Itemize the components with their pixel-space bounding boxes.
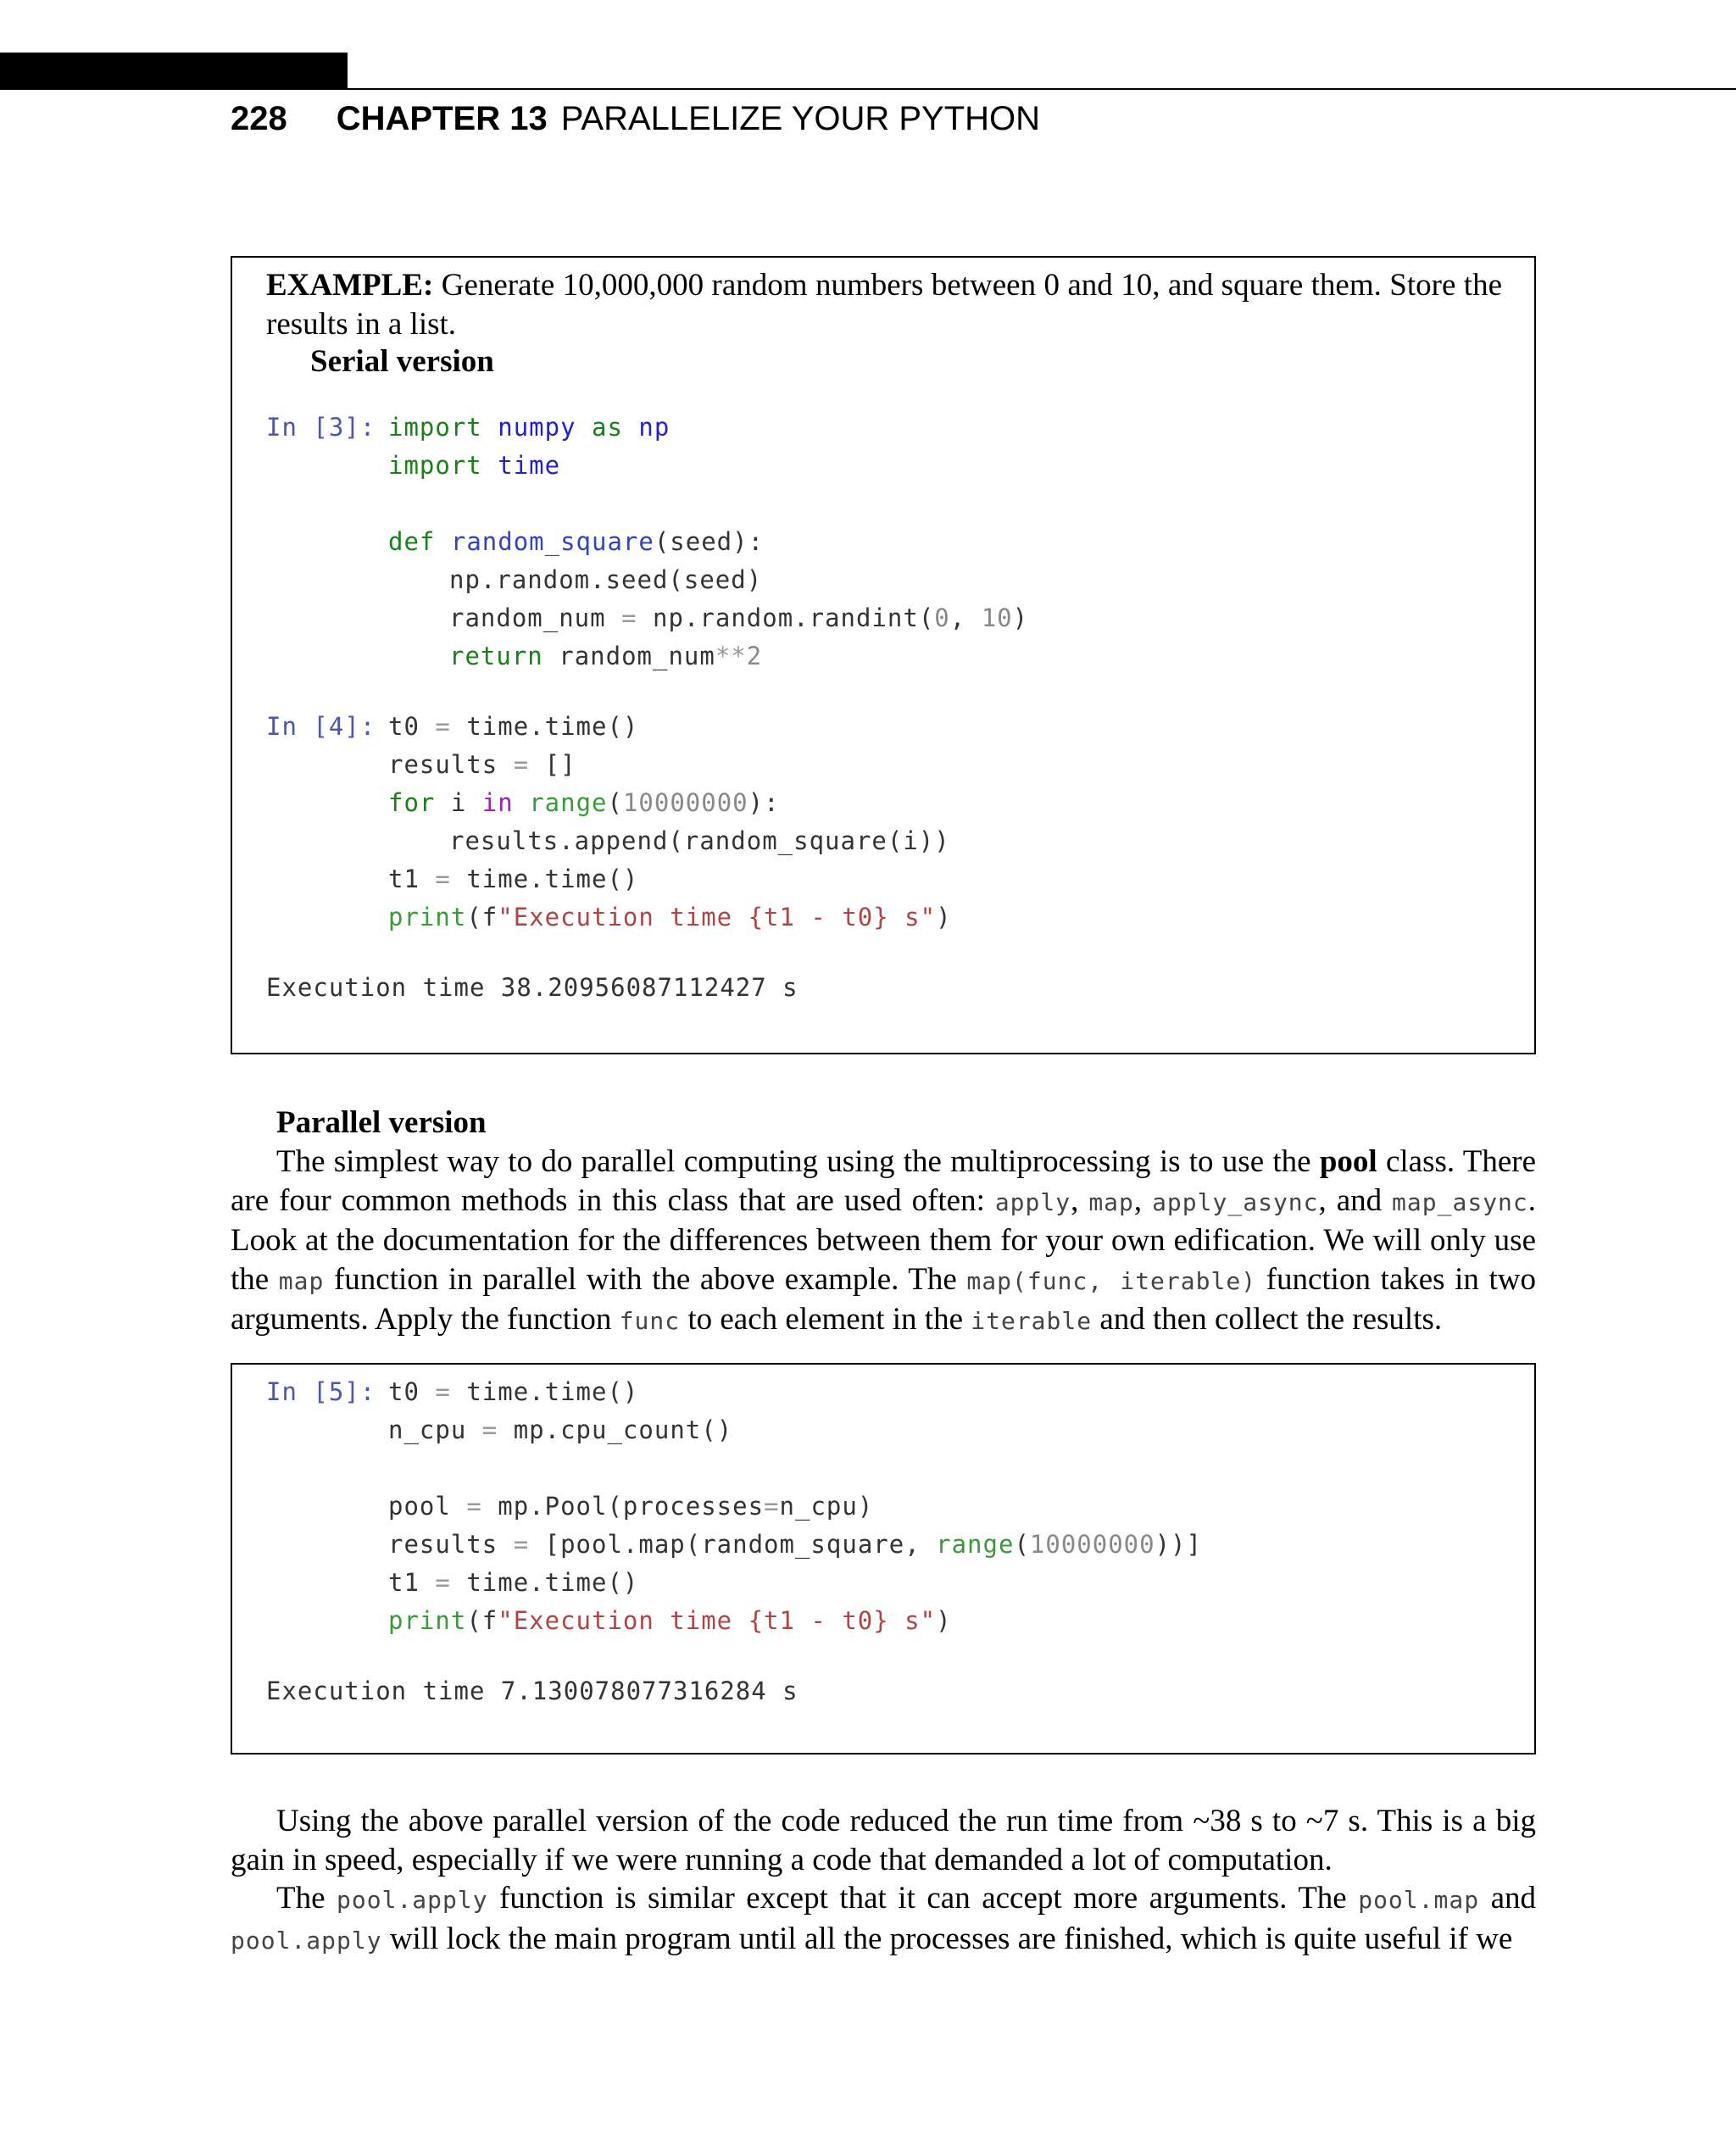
text: and then collect the results.: [1092, 1302, 1443, 1337]
code-text: (: [607, 788, 623, 817]
cell-prompt: In [5]:: [266, 1377, 376, 1406]
module-alias: np: [638, 413, 670, 442]
code-line: [388, 746, 576, 784]
keyword: def: [388, 527, 436, 556]
operator: =: [435, 712, 451, 741]
code-text: ): [936, 903, 952, 931]
code-cell-5: [232, 1365, 1534, 1705]
code-text: mp.Pool(processes: [498, 1492, 765, 1521]
operator: =: [435, 1568, 451, 1597]
cell-prompt: In [3]:: [266, 413, 376, 442]
code-line: [388, 1602, 952, 1640]
code-text: t1: [388, 865, 420, 893]
inline-code: apply_async: [1152, 1187, 1319, 1216]
code-line: [388, 1411, 732, 1449]
code-text: random_num: [449, 603, 606, 632]
code-text: ,: [949, 603, 982, 632]
code-text: time.time(): [466, 1377, 639, 1406]
operator: **: [715, 642, 747, 670]
code-text: ): [936, 1606, 952, 1635]
code-box: [231, 1363, 1536, 1755]
text: will lock the main program until all the processes are finished, which is quite useful if we: [381, 1921, 1513, 1956]
text: . Look at the documentation for the differences between them for your own edification. We will only use the: [231, 1182, 1537, 1297]
code-text: results.append(random_square(i)): [449, 826, 950, 855]
page-number: 228: [231, 100, 287, 137]
operator: =: [481, 1415, 498, 1444]
inline-code: iterable: [971, 1307, 1093, 1335]
operator: =: [513, 1530, 530, 1559]
code-text: (f: [466, 1606, 498, 1635]
code-text: [pool.map(random_square,: [544, 1530, 937, 1559]
keyword: return: [449, 642, 543, 670]
code-text: results: [388, 1530, 498, 1559]
code-line: [388, 1564, 638, 1602]
code-text: ))]: [1155, 1530, 1202, 1559]
inline-code: map: [278, 1266, 325, 1295]
code-line: [388, 1526, 1202, 1564]
bold-term: pool: [1319, 1144, 1377, 1179]
code-text: np.random.randint(: [653, 603, 935, 632]
inline-code: map(func, iterable): [966, 1266, 1257, 1295]
string-literal: "Execution time {t1 - t0} s": [498, 903, 937, 931]
code-text: (seed):: [654, 527, 765, 556]
output-text: Execution time 7.130078077316284 s: [266, 1677, 798, 1705]
inline-code: pool.map: [1358, 1886, 1480, 1914]
code-line: [388, 447, 560, 485]
text: class. There are four common methods in this class that are used often:: [231, 1144, 1536, 1218]
example-label: EXAMPLE:: [266, 268, 434, 303]
operator: =: [435, 1377, 451, 1406]
operator: =: [621, 603, 637, 632]
code-line: [388, 784, 780, 822]
example-statement: [266, 266, 1502, 344]
operator: =: [513, 750, 530, 779]
code-text: time.time(): [466, 1568, 639, 1597]
inline-code: apply: [994, 1187, 1071, 1216]
inline-code: pool.apply: [231, 1926, 382, 1955]
parallel-paragraph: [231, 1143, 1536, 1341]
keyword: in: [481, 788, 514, 817]
pool-apply-paragraph: [231, 1879, 1536, 1960]
text: to each element in the: [680, 1302, 971, 1337]
code-text: i: [450, 788, 467, 817]
closing-paragraph: [231, 1802, 1536, 1879]
code-text: ):: [748, 788, 780, 817]
code-text: ): [1012, 603, 1029, 632]
code-line: [266, 409, 376, 447]
operator: =: [764, 1492, 780, 1521]
cell-output: [266, 969, 798, 1007]
builtin-name: print: [388, 1606, 467, 1635]
code-line: [388, 523, 764, 561]
code-text: t0: [388, 1377, 420, 1406]
keyword: import: [388, 451, 482, 480]
example-box: [231, 256, 1536, 1054]
code-line: [388, 898, 952, 937]
number-literal: 10: [981, 603, 1013, 632]
chapter-label: CHAPTER 13: [336, 100, 548, 137]
code-line: [449, 561, 762, 599]
keyword: import: [388, 413, 482, 442]
output-text: Execution time 38.20956087112427 s: [266, 973, 798, 1002]
code-line: [388, 708, 638, 746]
code-text: time.time(): [466, 865, 639, 893]
code-text: pool: [388, 1492, 451, 1521]
text: ,: [1133, 1182, 1153, 1218]
code-line: [449, 822, 950, 860]
code-text: np.random.seed(seed): [449, 565, 763, 594]
code-text: n_cpu): [779, 1492, 874, 1521]
keyword: for: [388, 788, 436, 817]
builtin-name: range: [529, 788, 608, 817]
code-line: [449, 637, 762, 676]
code-line: [266, 708, 376, 746]
cell-prompt: In [4]:: [266, 712, 376, 741]
inline-code: pool.apply: [337, 1886, 488, 1914]
number-literal: 10000000: [622, 788, 748, 817]
code-text: (f: [466, 903, 498, 931]
code-line: [449, 599, 1028, 637]
code-text: t1: [388, 1568, 420, 1597]
code-text: n_cpu: [388, 1415, 467, 1444]
inline-code: func: [619, 1307, 681, 1335]
cell-output: [266, 1672, 798, 1710]
serial-version-heading: Serial version: [310, 344, 494, 379]
text: , and: [1318, 1182, 1393, 1218]
code-text: results: [388, 750, 498, 779]
inline-code: map: [1088, 1187, 1134, 1216]
text: ,: [1071, 1182, 1089, 1218]
operator: =: [435, 865, 451, 893]
code-line: [388, 409, 670, 447]
text: function takes in two arguments. Apply the function: [231, 1261, 1537, 1337]
parallel-version-heading: Parallel version: [276, 1105, 487, 1140]
text: function in parallel with the above example. The: [324, 1261, 967, 1297]
builtin-name: range: [936, 1530, 1015, 1559]
keyword: as: [592, 413, 623, 442]
number-literal: 2: [746, 642, 763, 670]
code-text: t0: [388, 712, 420, 741]
header-black-bar: [0, 53, 348, 90]
code-line: [388, 1488, 873, 1526]
text: The simplest way to do parallel computing using the multiprocessing is to use the: [276, 1144, 1320, 1179]
operator: =: [466, 1492, 482, 1521]
text: and: [1479, 1881, 1536, 1916]
code-text: (: [1014, 1530, 1030, 1559]
header-rule: [348, 88, 1736, 90]
code-text: mp.cpu_count(): [513, 1415, 733, 1444]
number-literal: 0: [934, 603, 950, 632]
code-line: [388, 860, 638, 898]
code-line: [266, 1373, 376, 1411]
code-line: [388, 1373, 638, 1411]
module-name: numpy: [498, 413, 576, 442]
builtin-name: print: [388, 903, 467, 931]
text: function is similar except that it can accept more arguments. The: [487, 1881, 1359, 1916]
code-text: []: [544, 750, 576, 779]
example-text: Generate 10,000,000 random numbers between 0 and 10, and square them. Store the results in a list.: [266, 268, 1502, 342]
code-text: random_num: [559, 642, 715, 670]
string-literal: "Execution time {t1 - t0} s": [498, 1606, 937, 1635]
chapter-title: PARALLELIZE YOUR PYTHON: [560, 100, 1041, 137]
function-name: random_square: [450, 527, 654, 556]
module-name: time: [498, 451, 561, 480]
code-text: time.time(): [466, 712, 639, 741]
number-literal: 10000000: [1029, 1530, 1155, 1559]
running-header: [231, 93, 1040, 144]
inline-code: map_async: [1392, 1187, 1528, 1216]
text: Using the above parallel version of the code reduced the run time from ~38 s to ~7 s. This is a big gain in speed, especially if we were running a code that demanded a lot of computation.: [231, 1804, 1536, 1877]
text: The: [276, 1881, 337, 1916]
